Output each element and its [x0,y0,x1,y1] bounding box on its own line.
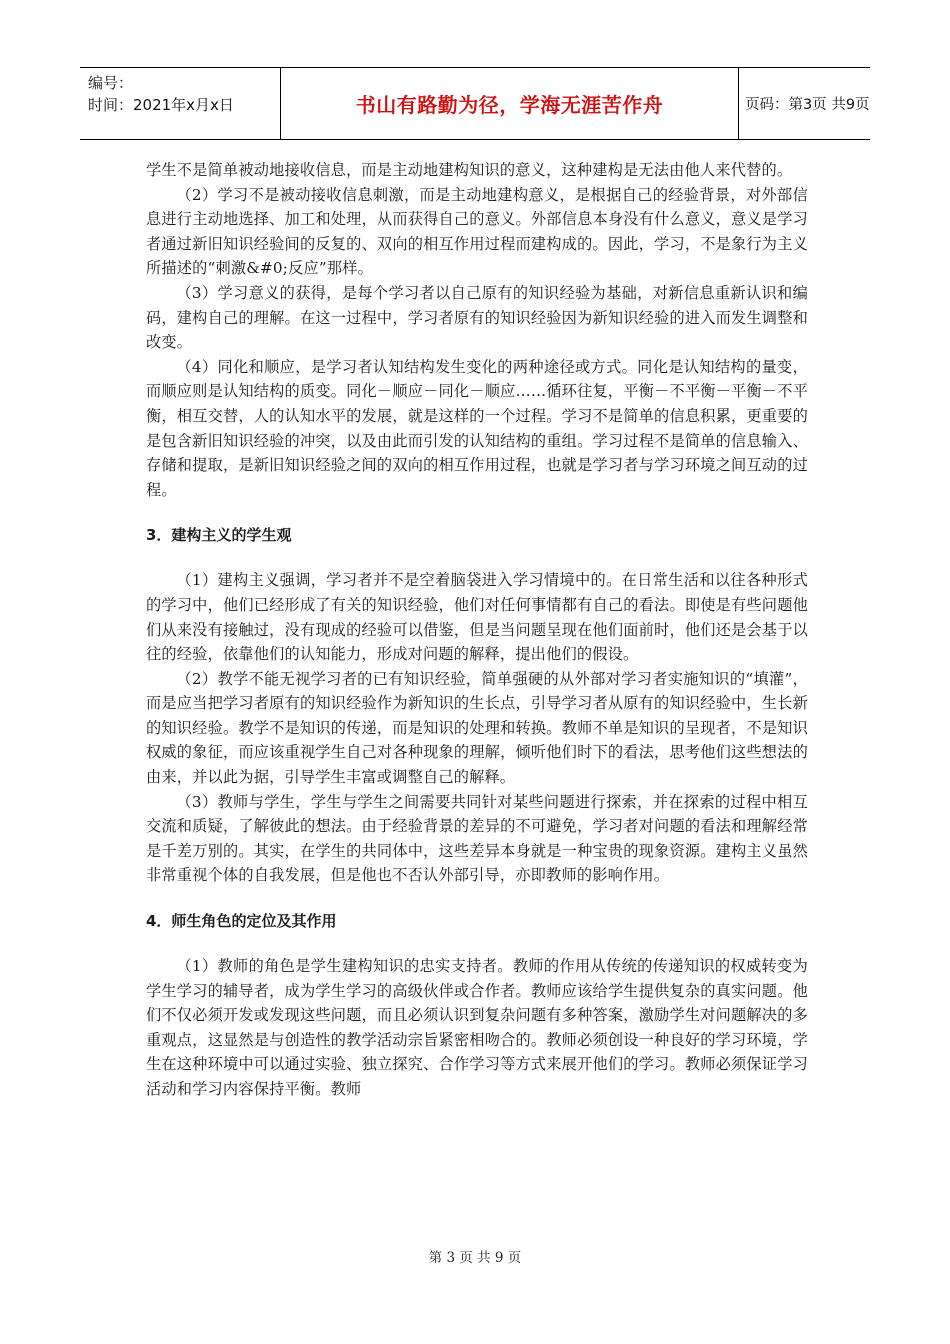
page-code: 页码：第3页 共9页 [745,97,870,113]
header-meta-cell [80,68,281,139]
section-heading-4: 4．师生角色的定位及其作用 [146,912,337,931]
paragraph-student-1: （1）建构主义强调，学习者并不是空着脑袋进入学习情境中的。在日常生活和以往各种形式的学习中，他们已经形成了有关的知识经验，他们对任何事情都有自己的看法。即使是有些问题他们从来没有接触过，没有现成的经验可以借鉴，但是当问题呈现在他们面前时，他们还是会基于以往的经验，依靠他们的认知能力，形成对问题的解释，提出他们的假设。 [146,571,808,664]
paragraph-student-3: （3）教师与学生，学生与学生之间需要共同针对某些问题进行探索，并在探索的过程中相互交流和质疑，了解彼此的想法。由于经验背景的差异的不可避免，学习者对问题的看法和理解经常是千差万别的。其实，在学生的共同体中，这些差异本身就是一种宝贵的现象资源。建构主义虽然非常重视个体的自我发展，但是他也不否认外部引导，亦即教师的影响作用。 [146,792,808,885]
document-number-label: 编号： [88,74,134,92]
paragraph-learning-2: （2）学习不是被动接收信息刺激，而是主动地建构意义，是根据自己的经验背景，对外部信息进行主动地选择、加工和处理，从而获得自己的意义。外部信息本身没有什么意义，意义是学习者通过新旧知识经验间的反复的、双向的相互作用过程而建构成的。因此，学习，不是象行为主义所描述的“刺激&#0;反应”那样。 [146,185,808,278]
page-header [80,67,870,140]
paragraph-learning-3: （3）学习意义的获得，是每个学习者以自己原有的知识经验为基础，对新信息重新认识和编码，建构自己的理解。在这一过程中，学习者原有的知识经验因为新知识经验的进入而发生调整和改变。 [146,283,808,352]
paragraph-roles-1: （1）教师的角色是学生建构知识的忠实支持者。教师的作用从传统的传递知识的权威转变为学生学习的辅导者，成为学生学习的高级伙伴或合作者。教师应该给学生提供复杂的真实问题。他们不仅必须开发或发现这些问题，而且必须认识到复杂问题有多种答案，激励学生对问题解决的多重观点，这显然是与创造性的教学活动宗旨紧密相吻合的。教师必须创设一种良好的学习环境，学生在这种环境中可以通过实验、独立探究、合作学习等方式来展开他们的学习。教师必须保证学习活动和学习内容保持平衡。教师 [146,957,808,1098]
header-motto-cell [281,68,739,139]
document-date-label: 时间：2021年x月x日 [88,96,234,114]
document-body [146,158,808,1102]
motto-text: 书山有路勤为径，学海无涯苦作舟 [355,93,664,117]
paragraph-student-2: （2）教学不能无视学习者的已有知识经验，简单强硬的从外部对学习者实施知识的“填灌”，而是应当把学习者原有的知识经验作为新知识的生长点，引导学习者从原有的知识经验中，生长新的知识经验。教学不是知识的传递，而是知识的处理和转换。教师不单是知识的呈现者，不是知识权威的象征，而应该重视学生自己对各种现象的理解，倾听他们时下的看法，思考他们这些想法的由来，并以此为据，引导学生丰富或调整自己的解释。 [146,669,808,787]
paragraph-continued: 学生不是简单被动地接收信息，而是主动地建构知识的意义，这种建构是无法由他人来代替的。 [146,161,793,179]
section-heading-3: 3．建构主义的学生观 [146,526,292,545]
paragraph-learning-4: （4）同化和顺应，是学习者认知结构发生变化的两种途径或方式。同化是认知结构的量变，而顺应则是认知结构的质变。同化－顺应－同化－顺应……循环往复，平衡－不平衡－平衡－不平衡，相互交替，人的认知水平的发展，就是这样的一个过程。学习不是简单的信息积累，更重要的是包含新旧知识经验的冲突，以及由此而引发的认知结构的重组。学习过程不是简单的信息输入、存储和提取，是新旧知识经验之间的双向的相互作用过程，也就是学习者与学习环境之间互动的过程。 [146,357,808,499]
page-footer: 第 3 页 共 9 页 [428,1250,522,1266]
header-page-cell [739,68,870,139]
